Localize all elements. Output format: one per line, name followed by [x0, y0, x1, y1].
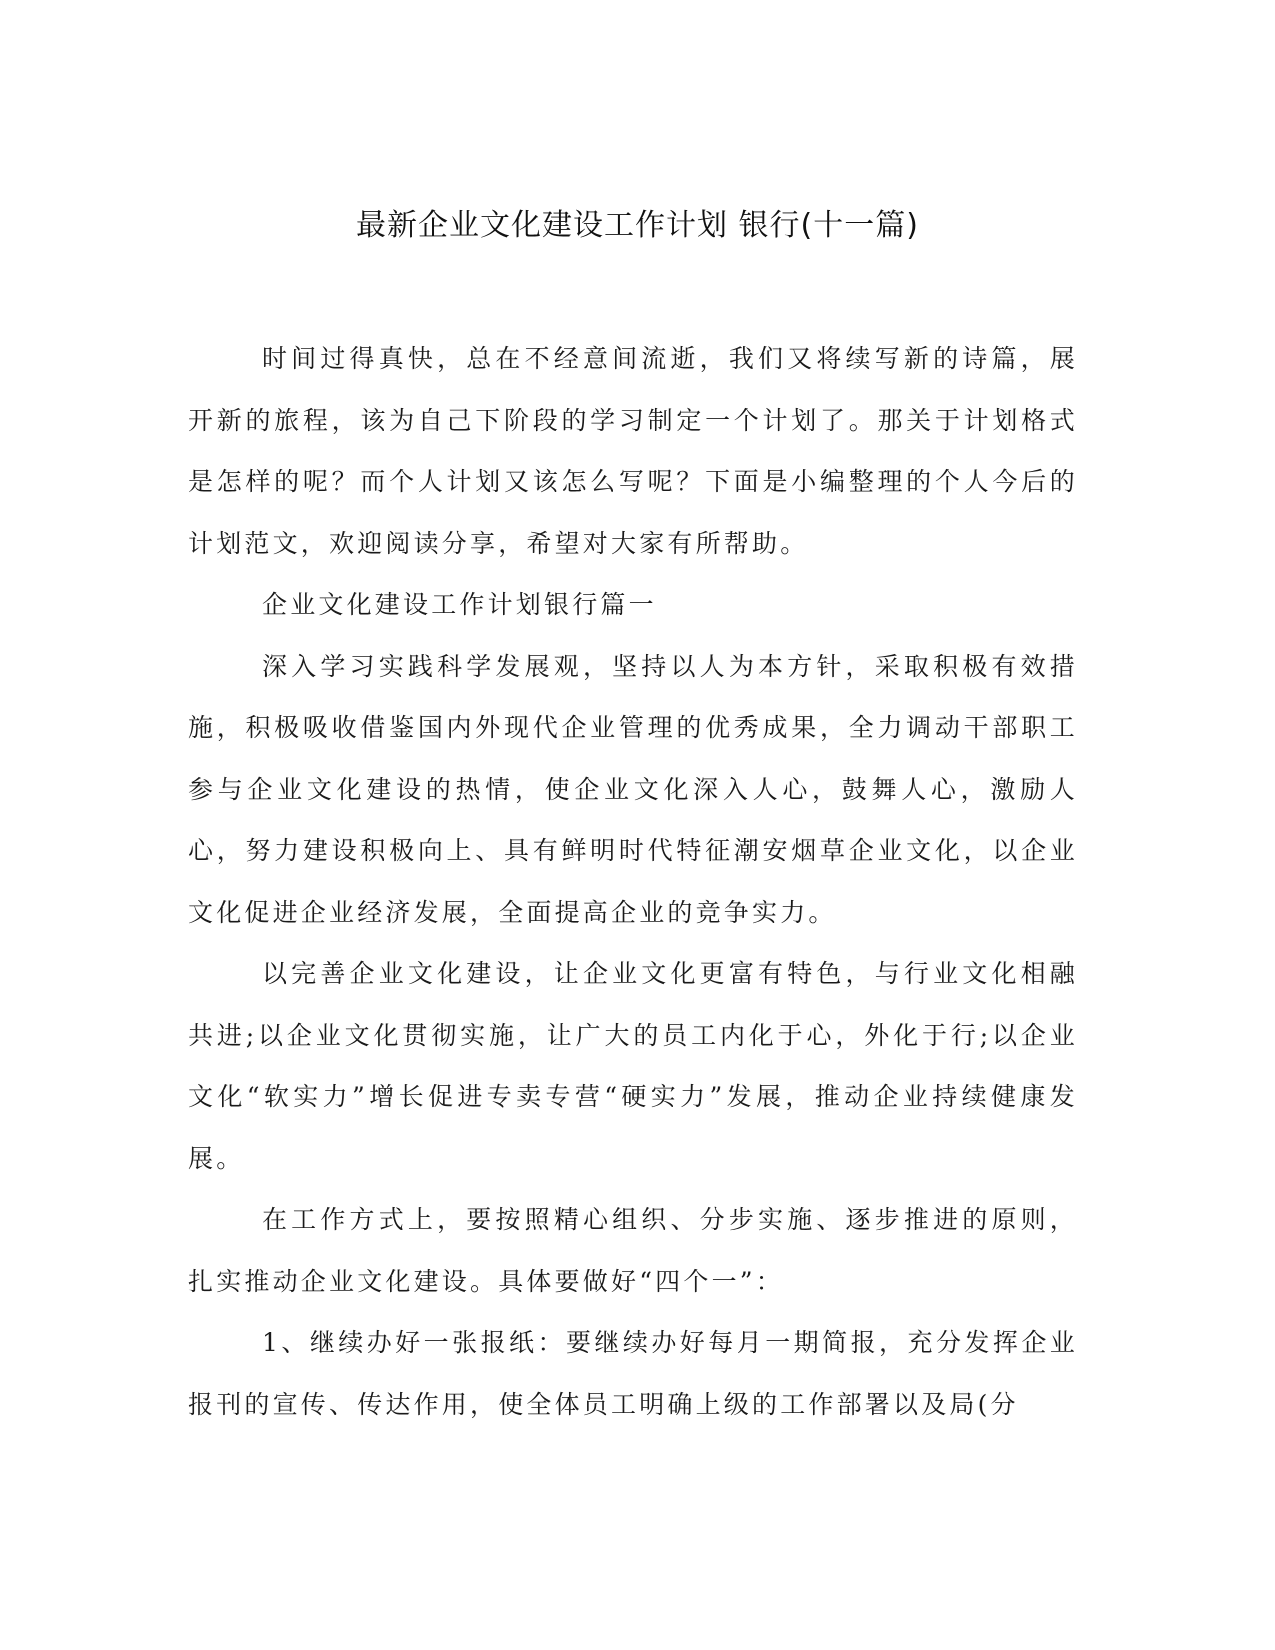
document-title: 最新企业文化建设工作计划 银行(十一篇) — [356, 208, 919, 243]
paragraph-method: 在工作方式上，要按照精心组织、分步实施、逐步推进的原则，扎实推动企业文化建设。具体要做好“四个一”： — [188, 1205, 1078, 1296]
paragraph-item-1: 1、继续办好一张报纸：要继续办好每月一期简报，充分发挥企业报刊的宣传、传达作用，使全体员工明确上级的工作部署以及局(分 — [188, 1328, 1078, 1419]
section-heading: 企业文化建设工作计划银行篇一 — [262, 590, 657, 619]
paragraph-intro: 时间过得真快，总在不经意间流逝，我们又将续写新的诗篇，展开新的旅程，该为自己下阶段的学习制定一个计划了。那关于计划格式是怎样的呢？而个人计划又该怎么写呢？下面是小编整理的个人今后的计划范文，欢迎阅读分享，希望对大家有所帮助。 — [188, 344, 1078, 558]
paragraph-goals: 以完善企业文化建设，让企业文化更富有特色，与行业文化相融共进;以企业文化贯彻实施，让广大的员工内化于心，外化于行;以企业文化“软实力”增长促进专卖专营“硬实力”发展，推动企业持续健康发展。 — [188, 959, 1078, 1173]
paragraph-guideline: 深入学习实践科学发展观，坚持以人为本方针，采取积极有效措施，积极吸收借鉴国内外现代企业管理的优秀成果，全力调动干部职工参与企业文化建设的热情，使企业文化深入人心，鼓舞人心，激励人心，努力建设积极向上、具有鲜明时代特征潮安烟草企业文化，以企业文化促进企业经济发展，全面提高企业的竞争实力。 — [188, 651, 1078, 927]
document-body — [188, 328, 1078, 1435]
